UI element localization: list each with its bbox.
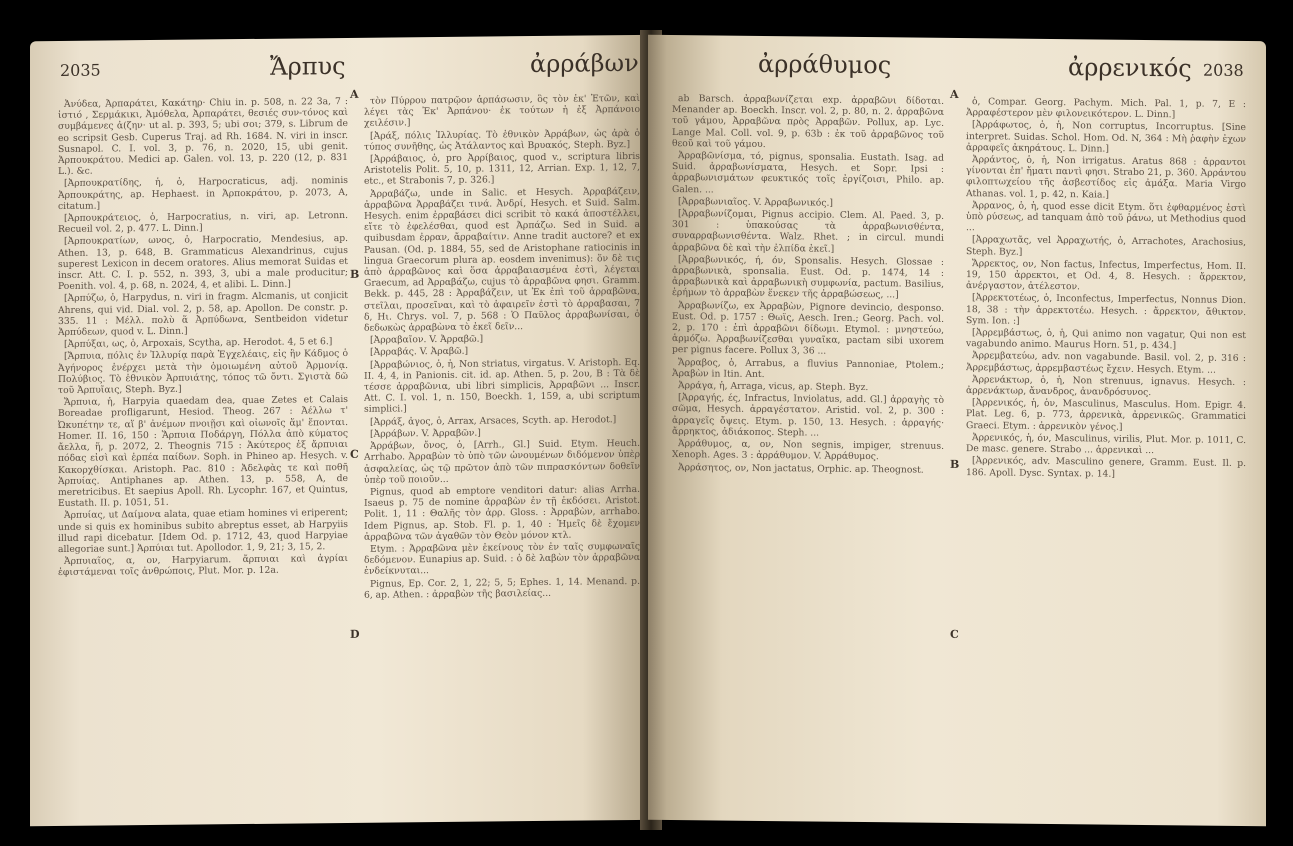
right-page [648, 35, 1266, 826]
left-page [30, 35, 658, 827]
dictionary-entry: τὸν Πύρρου πατρῷον ἀρπάσωσιν, ὃς τὸν ἐκ' Ἐτῶν, καὶ λέγει τὰς Ἐκ' Ἀρπάνου· ἐκ τούτων ἡ ἐξ Ἀρπάνοιο χειλέσιν.] [364, 92, 640, 130]
dictionary-entry: Ἀρραβῶνίσμα, τό, pignus, sponsalia. Eustath. Isag. ad Suid. ἀρραβωνίσματα, Hesych. et Sopr. Ipsi : ἀρραβωνισμάτων φευκτικός τοῖς ἐργίζοισι, Philo. ap. Galen. ... [672, 150, 944, 196]
dictionary-entry: [Ἀρραβαῖον. V. Ἀρραβῶ.] [370, 333, 484, 346]
dictionary-entry: [Ἀρραχωτᾶς, vel Ἀρραχωτής, ὁ, Arrachotes, Arachosius, Steph. Byz.] [966, 234, 1246, 258]
dictionary-entry: Ἀρρεμβατεύω, adv. non vagabunde. Basil. vol. 2, p. 316 : Ἀρρεμβάστως, ἀρρεμβαστέως ἔχειν. Hesych. Etym. ... [966, 350, 1246, 376]
text-column-c [672, 93, 944, 811]
left-page-header [30, 49, 658, 96]
dictionary-entry: Ἀρράσητος, ον, Non jactatus, Orphic. ap. Theognost. [678, 461, 924, 476]
dictionary-entry: [Ἀρπύζω, ὁ, Harpydus, n. viri in fragm. Alcmanis, ut conjicit Ahrens, qui vid. Dial. vol. 2, p. 58, ap. Apollon. De constr. p. 335. 11 : Μέλλ. πολὺ ἅ Ἀρπύδωνα, Sentbeidon videtur Ἀρπύδεων, quod v. L. Dinn.] [58, 290, 348, 339]
dictionary-entry: Ἀρράγα, ἡ, Arraga, vicus, ap. Steph. Byz. [678, 380, 869, 394]
running-headword: ἀρράβων [530, 48, 639, 79]
dictionary-entry: Ἀνύδεα, Ἀρπαράτει, Κακάτηρ· Chiu in. p. 508, n. 22 3a, 7 : ἰστιό , Σερμάκικι, Ἀμόθελα, Ἀρπαράτει, θεσιές συν-τόνος καὶ συμβάμενες ἀ(ζην· ut al. p. 393, 5; ubi σοι; 379, s. Librum de eo scripsit Gesb. Cuperus Traj. ad Rh. 1684. N. viri in inscr. Susnapol. C. I. vol. 3, p. 76, n. 2020, 15, ubi genit. Ἀρπουκράτου. Medici ap. Galen. vol. 13, p. 220 (12, p. 831 L.). &c. [58, 95, 348, 178]
dictionary-entry: [Ἀρπουκράτειος, ὁ, Harpocratius, n. viri, ap. Letronn. Recueil vol. 2, p. 477. L. Dinn.] [58, 209, 348, 236]
dictionary-entry: [Ἀρρεμβάστως, ὁ, ἡ, Qui animo non vagatur, Qui non est vagabundo animo. Maurus Horn. 51, p. 434.] [966, 327, 1246, 352]
dictionary-entry: [Ἀρράφωτος, ὁ, ἡ, Non corruptus, Incorruptus. [Sine interpret. Suidas. Schol. Hom. Od. N, 364 : Μὴ ῥαφὴν ἐχων ἀρραφεῖς ἀκηράτους. L. Dinn.] [966, 119, 1246, 155]
margin-marker: C [350, 447, 359, 461]
dictionary-entry: Ἀρραβωνίζω, ex Ἀρραβὼν, Pignore devincio, desponso. Eust. Od. p. 1757 : Θωϊς, Aesch. Iren.; Georg. Pach. vol. 2, p. 170 : ἐπὶ ἀρραβῶνι δίδωμι. Etymol. : μνηστεύω, ἁρμόζω. Ἀρραβωνίζεσθαι γυναῖκα, pactam sibi uxorem per pignus facere. Pollux 3, 36 ... [672, 299, 944, 358]
dictionary-entry: [Ἀρρενικός, adv. Masculino genere, Gramm. Eust. Il. p. 186. Apoll. Dysc. Syntax. p. 14.] [966, 455, 1246, 480]
dictionary-entry: Ἀρρενικός, ἡ, όν, Masculinus, virilis, Plut. Mor. p. 1011, C. De masc. genere. Strabo ... ἀρρενικαὶ ... [966, 432, 1246, 457]
dictionary-entry: Ἀρράθυμος, α, ον, Non segnis, impiger, strenuus. Xenoph. Ages. 3 : ἀρράθυμον. V. Ἀρράθυμος. [672, 438, 944, 463]
dictionary-entry: [Ἀρραβωνιαῖος. V. Ἀρραβωνικός.] [678, 195, 833, 209]
dictionary-entry: Ἀρράβων, ὄνος, ὁ, [Arrh., Gl.] Suid. Etym. Heuch. Arrhabo. Ἀρραβὼν τὸ ὑπὸ τῶν ὠνουμένων διδόμενον ὑπὲρ ἀσφαλείας, ὡς τῷ πρῶτον ἀπὸ τῶν πιπρασκόντων δοθεῖν ὑπὲρ τοῦ ποιοῦν... [364, 437, 640, 486]
margin-marker: D [350, 627, 360, 641]
margin-marker: B [350, 267, 360, 281]
dictionary-entry: [Ἀρπουκρατίδης, ἡ, ὁ, Harpocraticus, adj. nominis Ἀρπουκράτης, ap. Hephaest. in Ἀρποκράτου, p. 2073, A, citatum.] [58, 175, 348, 212]
margin-marker: A [950, 87, 959, 102]
dictionary-entry: ab Barsch. ἀρραβωνίζεται exp. ἀρραβῶνι δίδοται. Menander ap. Boeckh. Inscr. vol. 2, p. 80, n. 2. ἀρραβῶνα τοῦ γάμου, Ἀρραβῶνα πρὸς Ἀρραβῶν. Pollux, ap. Lyc. Lange Mal. Coll. vol. 9, p. 63b : ἐκ τοῦ ἀρραβῶνος τοῦ θεοῦ καὶ τοῦ γάμου. [672, 93, 944, 150]
dictionary-entry: Ἄρπυια, ἡ, Harpyia quaedam dea, quae Zetes et Calais Boreadae profligarunt, Hesiod. Theog. 267 : Ἀέλλω τ' Ὠκυπέτην τε, αἵ β' ἀνέμων πνοιῇσι καὶ οἰωνοῖς ἅμ' ἕπονται. Homer. II. 16, 150 : Ἅρπυια Ποδάργη, Πόλλα ἀπὸ κύματος ἄελλα, ἥ, p. 2072, 2. Theognis 715 : Ἀκύτερος ἐξ ἄρπυιαι πόδας εἰσὶ καὶ ἑρπέα παίδων. Soph. in Phineo ap. Hesych. v. Κακορχθίσκαι. Aristoph. Pac. 810 : Ἀδελφὰς τε καὶ ποθῆ Ἁρπυίας. Antiphanes ap. Athen. 13, p. 558, A, de meretricibus. Et saepius Apoll. Rh. Lycophr. 167, et Quintus, Eustath. II. p. 1051, 51. [58, 394, 348, 510]
dictionary-entry: Ἀρπυιαῖος, α, ον, Harpyiarum. ἄρπυιαι καὶ ἀγρίαι ἐφιστάμεναι τοῖς ἀνθρώποις, Plut. Mor. p. 12a. [58, 553, 348, 579]
dictionary-entry: Ἄρρεκτος, ον, Non factus, Infectus, Imperfectus, Hom. II. 19, 150 ἀρρεκτοι, et Od. 4, 8. Hesych. : ἄρρεκτον, ἀνέργαστον, ἀτέλεστον. [966, 258, 1246, 293]
dictionary-entry: Ἀρπυίας, ut Δαίμονα alata, quae etiam homines vi eriperent; unde si quis ex hominibus subito abreptus esset, ab Harpyiis illud rapi dicebatur. [Idem Od. p. 1712, 43, quod Harpyiae allegoriae sunt.] Ἁρπύιαι tut. Apollodor. 1, 9, 21; 3, 15, 2. [58, 507, 348, 555]
dictionary-entry: [Ἀρρεκτοτέως, ὁ, Inconfectus, Imperfectus, Nonnus Dion. 18, 38 : τὴν ἀρρεκτοτέω. Hesych. : ἄρρεκτον, ἄθικτον. Sym. Ion. :] [966, 292, 1246, 327]
dictionary-entry: [Ἀρραβάς. V. Ἀραβῶ.] [370, 346, 469, 359]
dictionary-entry: [Ἀρράβαιος, ὁ, pro Ἀρρίβαιος, quod v., scriptura libris Aristotelis Polit. 5, 10, p. 1311, 12, Arrian. Exp. 1, 12, 7, etc., et Strabonis 7, p. 326.] [364, 150, 640, 188]
text-column-b [364, 93, 640, 811]
margin-marker: B [950, 457, 960, 472]
dictionary-entry: [Ἀρράβων. V. Ἀρραβῶν.] [370, 427, 481, 440]
dictionary-entry: Ἀρρενάκτωρ, ὁ, ἡ, Non strenuus, ignavus. Hesych. : ἀρρενάκτωρ, ἄνανδρος, ἀνανδρόσυνος. [966, 374, 1246, 399]
dictionary-entry: Ἀρραβάζω, unde in Salic. et Hesych. Ἀρραβάζειν, ἀρραβῶνα Ἀρραβάζει τινά. Ἀνδρί, Hesych. et Suid. Salm. Hesych. enim ἐρραβάσει dici scribit τὸ κακά ἀποστέλλει, εἴτε τὸ ἐφελέσθαι, quod est Ἀρπάζω. Sed in Suid. a quibusdam ἐρραν, ἄρραβαίτιν. Anne tradit auctore? et ex Pausan. (Od. p. 1884, 55, sed de Aristophane ratiocinis in lingua Graecorum plura ap. eosdem invenimus): ὅν δὲ τις ἀπὸ ἀρραβῶνος καὶ ὅσα ἀρραβαιασμένα ἐστὶ, λέγεται Graecum, ad Ἀρραβάζω, cujus τὸ ἀρραβῶνα φησι. Gramm. Bekk. p. 445, 28 : Ἀρραβάζειν, ut Ἐκ ἐπὶ τοῦ ἀρραβῶνα, στεῖλαι, προσεῖναι, καὶ τὸ ἀφαιρεῖν ἐστὶ τὸ ἀρραβασαι, 7 δ, Ηι. Chrys. vol. 7, p. 568 : Ὁ Παῦλος ἀρραβωνίσαι, ὁ δεδωκὼς ἀρραβὼνα τὸ ἐκεῖ δεῖν... [364, 185, 640, 334]
dictionary-entry: [Ἀρράξ, ἀγος, ὁ, Arrax, Arsaces, Scyth. ap. Herodot.] [370, 413, 617, 428]
page-number: 2038 [1203, 60, 1244, 81]
dictionary-entry: [Ἀρρενικός, ἡ, ὁν, Masculinus, Masculus. Hom. Epigr. 4. Plat. Leg. 6, p. 773, ἀρρενικὰ, ἀρρενικῶς. Grammatici Graeci. Etym. : ἀρρενικὸν γένος.] [966, 397, 1246, 433]
dictionary-entry: [Ἀρραβώνιος, ὁ, ἡ, Non striatus, virgatus. V. Aristoph. Eq. II. 4, 4, in Panionis. cit. id. ap. Athen. 5, p. 2ου, Β : Τὰ δὲ τέσσε ἀρραβῶνια, ubi libri simplicis, Ἀρραβῶνι ... Inscr. Att. C. I. vol. 1, n. 150, Boeckh. 1, 159, a, ubi scriptum simplici.] [364, 356, 640, 416]
dictionary-entry: [Ἀράξ, πόλις Ἰλλυρίας. Τὸ ἐθνικὸν Ἀρράβων, ὡς ἀρὰ ὁ τύπος συνῆθης, ὡς Ἀτάλαντος καὶ Βρυακός, Steph. Byz.] [364, 127, 640, 153]
margin-marker: C [950, 627, 959, 642]
dictionary-entry: [Ἀρπουκρατίων, ωνος, ὁ, Harpocratio, Mendesius, ap. Athen. 13, p. 648, B. Grammaticus Alexandrinus, cujus superest Lexicon in decem oratores. Alius memorat Suidas et inscr. Att. C. I. p. 552, n. 393, 3, ubi a male producitur; Poenith. vol. 4, p. 68, n. 2024, 4, et alibi. L. Dinn.] [58, 233, 348, 293]
dictionary-entry: ὁ, Compar. Georg. Pachym. Mich. Pal. 1, p. 7, E : Ἀρραφέστερον μὲν φιλονεικότερον. L. Dinn.] [966, 96, 1246, 121]
dictionary-entry: Ἀρράντος, ὁ, ἡ, Non irrigatus. Aratus 868 : ἀρραντοι γίνονται ἐπ' ἤματι παντὶ φησι. Strabo 21, p. 360. Ἀρράντου φιλοπτωχείου τῆς ἀσβεστίδος εἰς ἀμάξα. Maria Virgo Athanas. vol. 1, p. 42, n. Kaia.] [966, 154, 1246, 201]
dictionary-entry: Pignus, quod ab emptore venditori datur: alias Arrha. Isaeus p. 75 de nomine ἀρραβὼν ἐν τῇ ἐκδόσει. Aristot. Polit. 1, 11 : Θαλῆς τὸν ἀρρ. Gloss. : Ἀρραβὼν, arrhabo. Idem Pignus, ap. Stob. Fl. p. 1, 40 : Ἡμεῖς δὲ ἔχομεν ἀρραβῶνα τῶν ἀγαθῶν τὸν Θεὸν μόνον κτλ. [364, 483, 640, 543]
dictionary-entry: [Ἀρραβωνίζομαι, Pignus accipio. Clem. Al. Paed. 3, p. 301 : ὑπακούσας τὰ ἀρραβωνισθέντα, συναρραβωνισθέντα. Walz. Rhet. ; in circul. mundi ἀρραβῶνα δὲ καὶ τὴν ἐλπίδα ἐκεῖ.] [672, 208, 944, 255]
running-headword: Ἄρπυς [270, 51, 346, 81]
text-column-a [58, 96, 348, 814]
dictionary-entry: Etym. : Ἀρραβῶνα μὲν ἐκείνους τὸν ἐν ταῖς συμφωναῖς δεδόμενον. Eunapius ap. Suid. : ὁ δὲ λαβὼν τὸν ἀρραβῶνα ἐνδείκνυται... [364, 540, 640, 578]
dictionary-entry: [Ἀρπύξαι, ως, ὁ, Arpoxais, Scytha, ap. Herodot. 4, 5 et 6.] [64, 336, 333, 351]
dictionary-entry: Pignus, Ep. Cor. 2, 1, 22; 5, 5; Ephes. 1, 14. Menand. p. 6, ap. Athen. : ἀρραβὼν τῆς βασιλείας... [364, 575, 640, 601]
running-headword: ἀρρενικός [1068, 53, 1192, 83]
dictionary-entry: [Ἀρραβωνικός, ή, όν, Sponsalis. Hesych. Glossae : ἀρραβωνικὰ, sponsalia. Eust. Od. p. 1474, 14 : ἀρραβωνικὰ καὶ ἀρραβωνικὴ συμφωνία, pactum. Basilius, ἐρήμων τὸ ἀρραβὼν ἕνεκεν τῆς ἀρραβώσεως, ...] [672, 253, 944, 301]
dictionary-entry: [Ἀρραγής, ές, Infractus, Inviolatus, add. Gl.] ἀρραγὴς τὸ σῶμα, Hesych. ἀρραγέστατον. Aristid. vol. 2, p. 300 : ἀρραγεῖς ὄψεις. Etym. p. 150, 13. Hesych. : ἀρραγής· ἄρρηκτος, ἀδιάκοπος. Steph. ... [672, 392, 944, 439]
dictionary-entry: Ἄρραβος, ὁ, Arrabus, a fluvius Pannoniae, Ptolem.; Ἀραβὼν in Itin. Ant. [672, 356, 944, 380]
margin-marker: A [350, 87, 359, 101]
dictionary-entry: Ἀρρανος, ὁ, ἡ, quod esse dicit Etym. ὅτι ἐφθαρμένος ἐστὶ ὑπὸ ρύσεως, ad tanquam ἀπὸ τοῦ ῥάνω, ut Methodius quod ... [966, 199, 1246, 234]
page-number: 2035 [60, 60, 101, 80]
running-headword: ἀρράθυμος [758, 49, 892, 80]
dictionary-entry: [Ἄρπυια, πόλις ἐν Ἰλλυρίᾳ παρὰ Ἐγχελέαις, εἰς ἣν Κάδμος ὁ Ἀγήνορος ἐνέρχει μετὰ τὴν ὁμοιωμένη αὐτοῦ Ἁρμονίᾳ. Πολύβιος. Τὸ ἐθνικὸν Ἀρπυιάτης, τόπος τῶ ὄντι. Σγιστὰ δῶ τοῦ Ἀρπυῖαις, Steph. Byz.] [58, 348, 348, 397]
text-column-d [966, 96, 1246, 814]
